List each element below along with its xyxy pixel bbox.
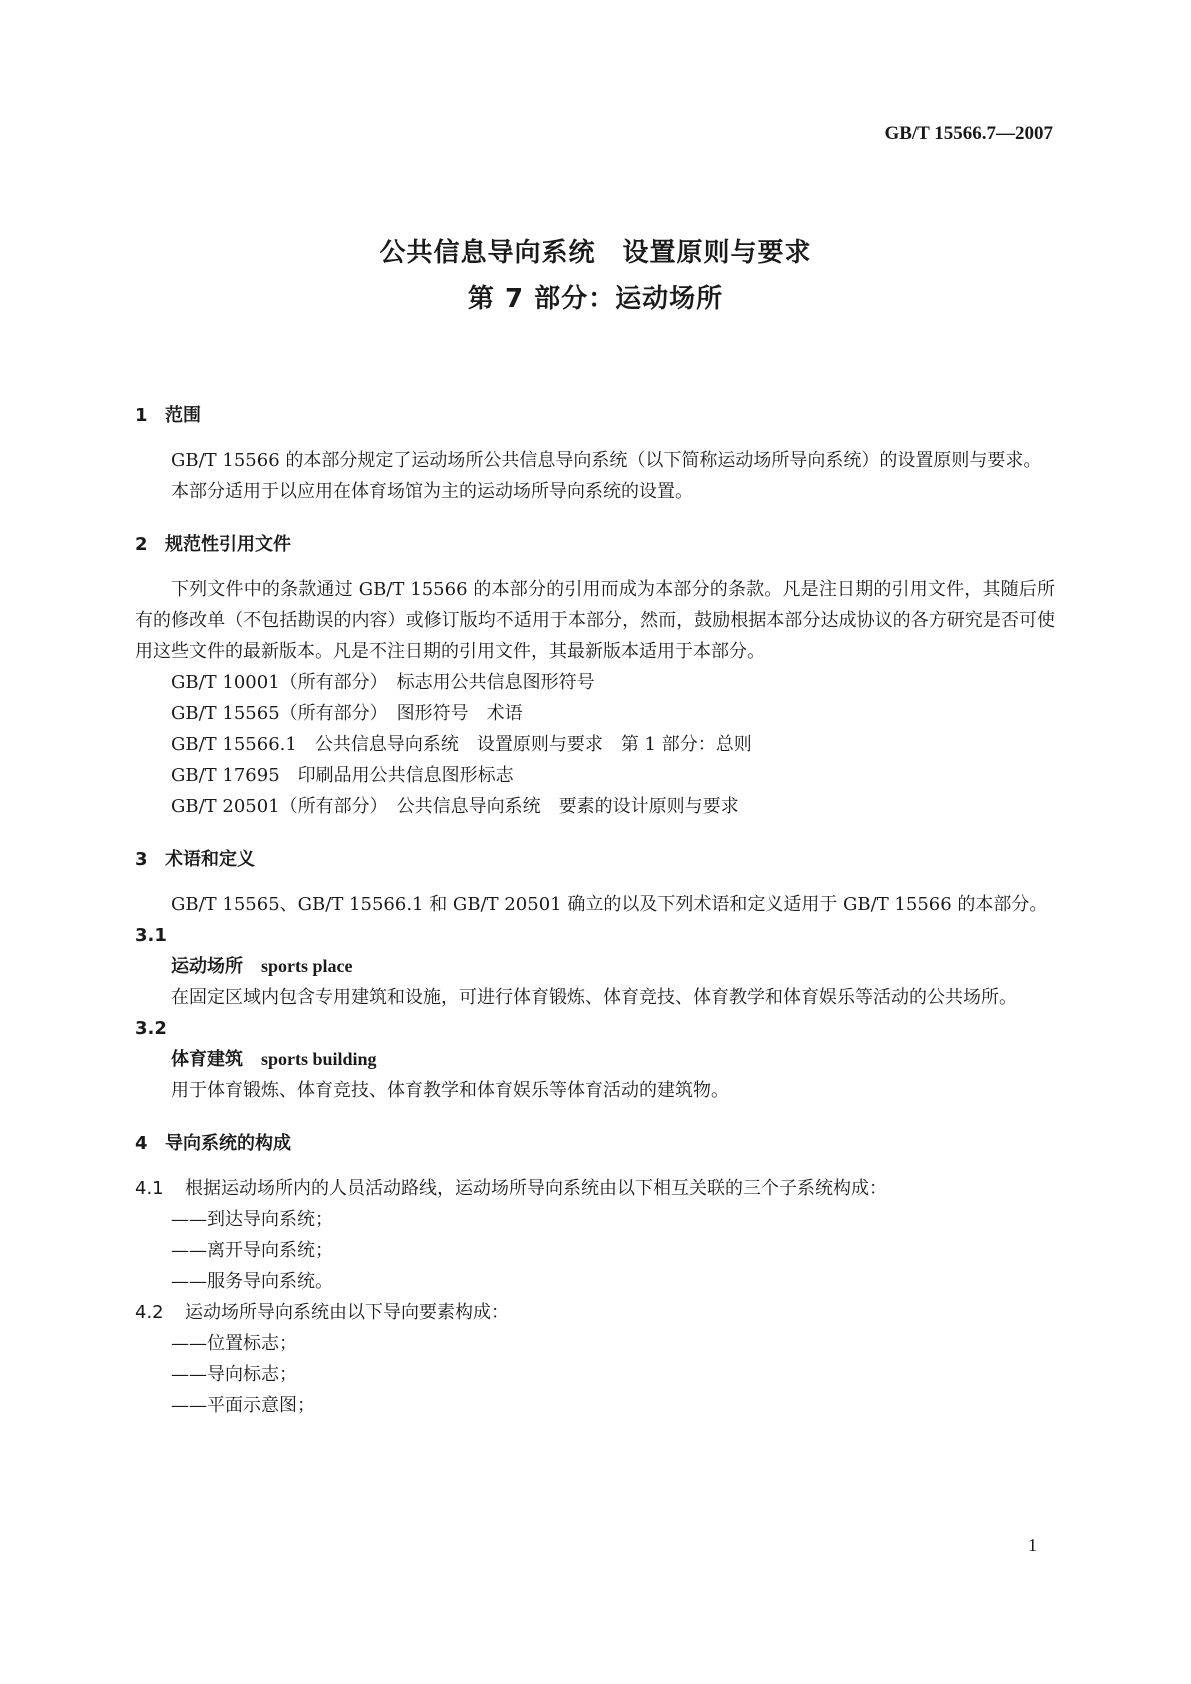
reference-item: GB/T 17695 印刷品用公共信息图形标志 bbox=[171, 765, 514, 786]
section-heading bbox=[135, 529, 1055, 560]
paragraph: GB/T 15565、GB/T 15566.1 和 GB/T 20501 确立的以及下列术语和定义适用于 GB/T 15566 的本部分。 bbox=[171, 894, 1048, 915]
paragraph: 本部分适用于以应用在体育场馆为主的运动场所导向系统的设置。 bbox=[171, 481, 693, 502]
section-title: 导向系统的构成 bbox=[165, 1133, 291, 1154]
page-number: 1 bbox=[1028, 1535, 1037, 1555]
term-definition: 在固定区域内包含专用建筑和设施，可进行体育锻炼、体育竞技、体育教学和体育娱乐等活动的公共场所。 bbox=[171, 987, 1017, 1008]
section-title: 术语和定义 bbox=[165, 849, 255, 870]
reference-item: GB/T 20501（所有部分） 公共信息导向系统 要素的设计原则与要求 bbox=[171, 796, 739, 817]
clause-number: 3.1 bbox=[135, 925, 167, 946]
section-heading bbox=[135, 400, 1055, 431]
list-item: ——位置标志； bbox=[171, 1333, 297, 1354]
term-entry bbox=[135, 951, 1055, 982]
list-item: ——到达导向系统； bbox=[171, 1209, 333, 1230]
list-item: ——平面示意图； bbox=[171, 1395, 315, 1416]
reference-item: GB/T 10001（所有部分） 标志用公共信息图形符号 bbox=[171, 672, 595, 693]
document-body bbox=[135, 400, 1055, 1421]
term-chinese: 体育建筑 bbox=[171, 1049, 243, 1070]
section-heading bbox=[135, 844, 1055, 875]
numbered-clause bbox=[135, 1297, 1055, 1328]
section-number: 1 bbox=[135, 405, 148, 426]
document-subtitle: 第 7 部分：运动场所 bbox=[467, 284, 724, 314]
section-number: 3 bbox=[135, 849, 148, 870]
standard-number: GB/T 15566.7—2007 bbox=[884, 123, 1053, 144]
clause-number: 3.2 bbox=[135, 1018, 167, 1039]
term-english: sports building bbox=[261, 1049, 377, 1069]
reference-item: GB/T 15565（所有部分） 图形符号 术语 bbox=[171, 703, 523, 724]
clause-text: 根据运动场所内的人员活动路线，运动场所导向系统由以下相互关联的三个子系统构成： bbox=[185, 1178, 887, 1199]
section-title: 范围 bbox=[165, 405, 201, 426]
paragraph: GB/T 15566 的本部分规定了运动场所公共信息导向系统（以下简称运动场所导向系统）的设置原则与要求。 bbox=[171, 450, 1042, 471]
reference-item: GB/T 15566.1 公共信息导向系统 设置原则与要求 第 1 部分：总则 bbox=[171, 734, 752, 755]
clause-number: 4.1 bbox=[135, 1178, 164, 1199]
clause-number: 4.2 bbox=[135, 1302, 164, 1323]
term-entry bbox=[135, 1044, 1055, 1075]
section-number: 2 bbox=[135, 534, 148, 555]
paragraph: 下列文件中的条款通过 GB/T 15566 的本部分的引用而成为本部分的条款。凡是注日期的引用文件，其随后所有的修改单（不包括勘误的内容）或修订版均不适用于本部分，然而，鼓励根据本部分达成协议的各方研究是否可使用这些文件的最新版本。凡是不注日期的引用文件，其最新版本适用于本部分。 bbox=[135, 579, 1055, 662]
term-definition: 用于体育锻炼、体育竞技、体育教学和体育娱乐等体育活动的建筑物。 bbox=[171, 1080, 729, 1101]
list-item: ——离开导向系统； bbox=[171, 1240, 333, 1261]
document-title: 公共信息导向系统 设置原则与要求 bbox=[379, 238, 812, 268]
clause-text: 运动场所导向系统由以下导向要素构成： bbox=[185, 1302, 509, 1323]
list-item: ——服务导向系统。 bbox=[171, 1271, 333, 1292]
section-number: 4 bbox=[135, 1133, 148, 1154]
section-title: 规范性引用文件 bbox=[165, 534, 291, 555]
section-heading bbox=[135, 1128, 1055, 1159]
list-item: ——导向标志； bbox=[171, 1364, 297, 1385]
term-english: sports place bbox=[261, 956, 353, 976]
numbered-clause bbox=[135, 1173, 1055, 1204]
term-chinese: 运动场所 bbox=[171, 956, 243, 977]
